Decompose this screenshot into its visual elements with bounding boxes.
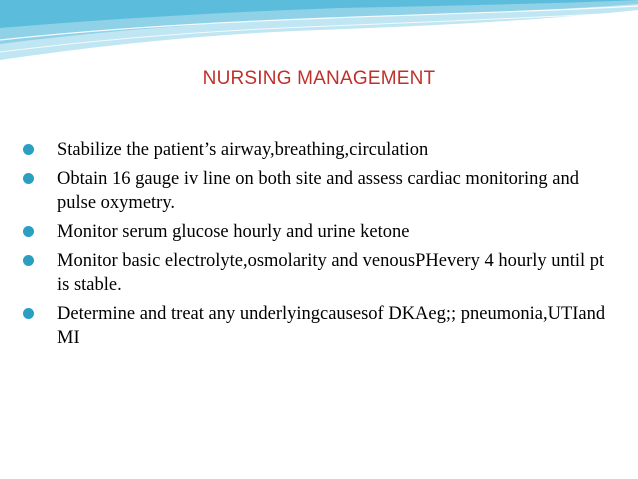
bullet-icon — [23, 308, 34, 319]
bullet-icon — [23, 226, 34, 237]
bullet-list — [20, 138, 620, 355]
list-item — [20, 138, 620, 162]
list-item — [20, 220, 620, 244]
list-item — [20, 302, 620, 350]
bullet-text: Stabilize the patient’s airway,breathing,circulation — [57, 140, 429, 160]
bullet-icon — [23, 144, 34, 155]
list-item — [20, 249, 620, 297]
bullet-text: Monitor basic electrolyte,osmolarity and venousPHevery 4 hourly until pt is stable. — [57, 251, 605, 295]
bullet-text: Obtain 16 gauge iv line on both site and assess cardiac monitoring and pulse oxymetry. — [57, 169, 579, 213]
bullet-text: Determine and treat any underlyingcausesof DKAeg;; pneumonia,UTIand MI — [57, 304, 606, 348]
bullet-icon — [23, 255, 34, 266]
bullet-text: Monitor serum glucose hourly and urine ketone — [57, 222, 410, 242]
page-title: NURSING MANAGEMENT — [202, 68, 436, 89]
bullet-icon — [23, 173, 34, 184]
header-wave-decoration — [0, 0, 638, 70]
list-item — [20, 167, 620, 215]
